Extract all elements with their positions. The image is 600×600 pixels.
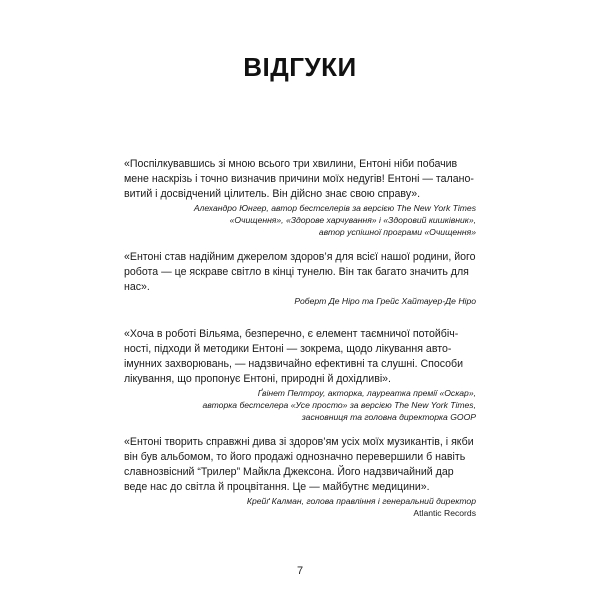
page-number: 7 bbox=[296, 565, 304, 577]
review-quote bbox=[124, 327, 476, 387]
quote-line: лікування, що пропонує Ентоні, природні й дохідливі». bbox=[124, 373, 392, 385]
quote-line: нас». bbox=[124, 281, 150, 293]
review-quote bbox=[124, 250, 476, 295]
review-attribution bbox=[124, 295, 476, 307]
attribution-line: «Очищення», «Здорове харчування» і «Здоровий кишківник», bbox=[229, 215, 476, 225]
review-quote bbox=[124, 157, 476, 202]
quote-line: робота — це яскраве світло в кінці тунелю. Він так багато значить для bbox=[124, 266, 469, 278]
attribution-line: Роберт Де Ніро та Грейс Хайтауер-Де Ніро bbox=[294, 296, 476, 306]
review-attribution bbox=[124, 387, 476, 423]
attribution-line: авторка бестселера «Усе просто» за версією The New York Times, bbox=[202, 400, 476, 410]
attribution-line: Алехандро Юнгер, автор бестселерів за версією The New York Times bbox=[193, 203, 476, 213]
quote-line: він був альбомом, то його продажі однозначно перевершили б навіть bbox=[124, 451, 466, 463]
quote-line: веде нас до світла й процвітання. Це — майбутнє медицини». bbox=[124, 481, 430, 493]
quote-line: «Поспілкувавшись зі мною всього три хвилини, Ентоні ніби побачив bbox=[124, 158, 458, 170]
review-attribution bbox=[124, 202, 476, 238]
quote-line: «Ентоні творить справжні дива зі здоров’ям усіх моїх музикантів, і якби bbox=[124, 436, 474, 448]
attribution-line: Atlantic Records bbox=[413, 508, 476, 518]
attribution-line: Ґвінет Пелтроу, акторка, лауреатка премії «Оскар», bbox=[257, 388, 476, 398]
review-item bbox=[124, 327, 476, 423]
quote-line: витий і досвідчений цілитель. Він дійсно знає свою справу». bbox=[124, 188, 421, 200]
attribution-line: автор успішної програми «Очищення» bbox=[318, 227, 476, 237]
quote-line: «Ентоні став надійним джерелом здоров’я для всієї нашої родини, його bbox=[124, 251, 476, 263]
review-quote bbox=[124, 435, 476, 495]
attribution-line: засновниця та головна директорка GOOP bbox=[301, 412, 476, 422]
review-item bbox=[124, 435, 476, 519]
quote-line: «Хоча в роботі Вільяма, безперечно, є елемент таємничої потойбіч- bbox=[124, 328, 459, 340]
quote-line: ності, підходи й методики Ентоні — зокрема, щодо лікування авто- bbox=[124, 343, 452, 355]
quote-line: мене наскрізь і точно визначив причини моїх недугів! Ентоні — талано- bbox=[124, 173, 474, 185]
review-item bbox=[124, 250, 476, 307]
review-attribution bbox=[124, 495, 476, 519]
quote-line: імунних захворювань, — надзвичайно ефективні та слушні. Способи bbox=[124, 358, 464, 370]
attribution-line: Крейґ Калман, голова правління і генеральний директор bbox=[246, 496, 476, 506]
quote-line: славнозвісний “Трилер” Майкла Джексона. Його надзвичайний дар bbox=[124, 466, 454, 478]
page-title: ВІДГУКИ bbox=[243, 52, 357, 82]
review-item bbox=[124, 157, 476, 238]
